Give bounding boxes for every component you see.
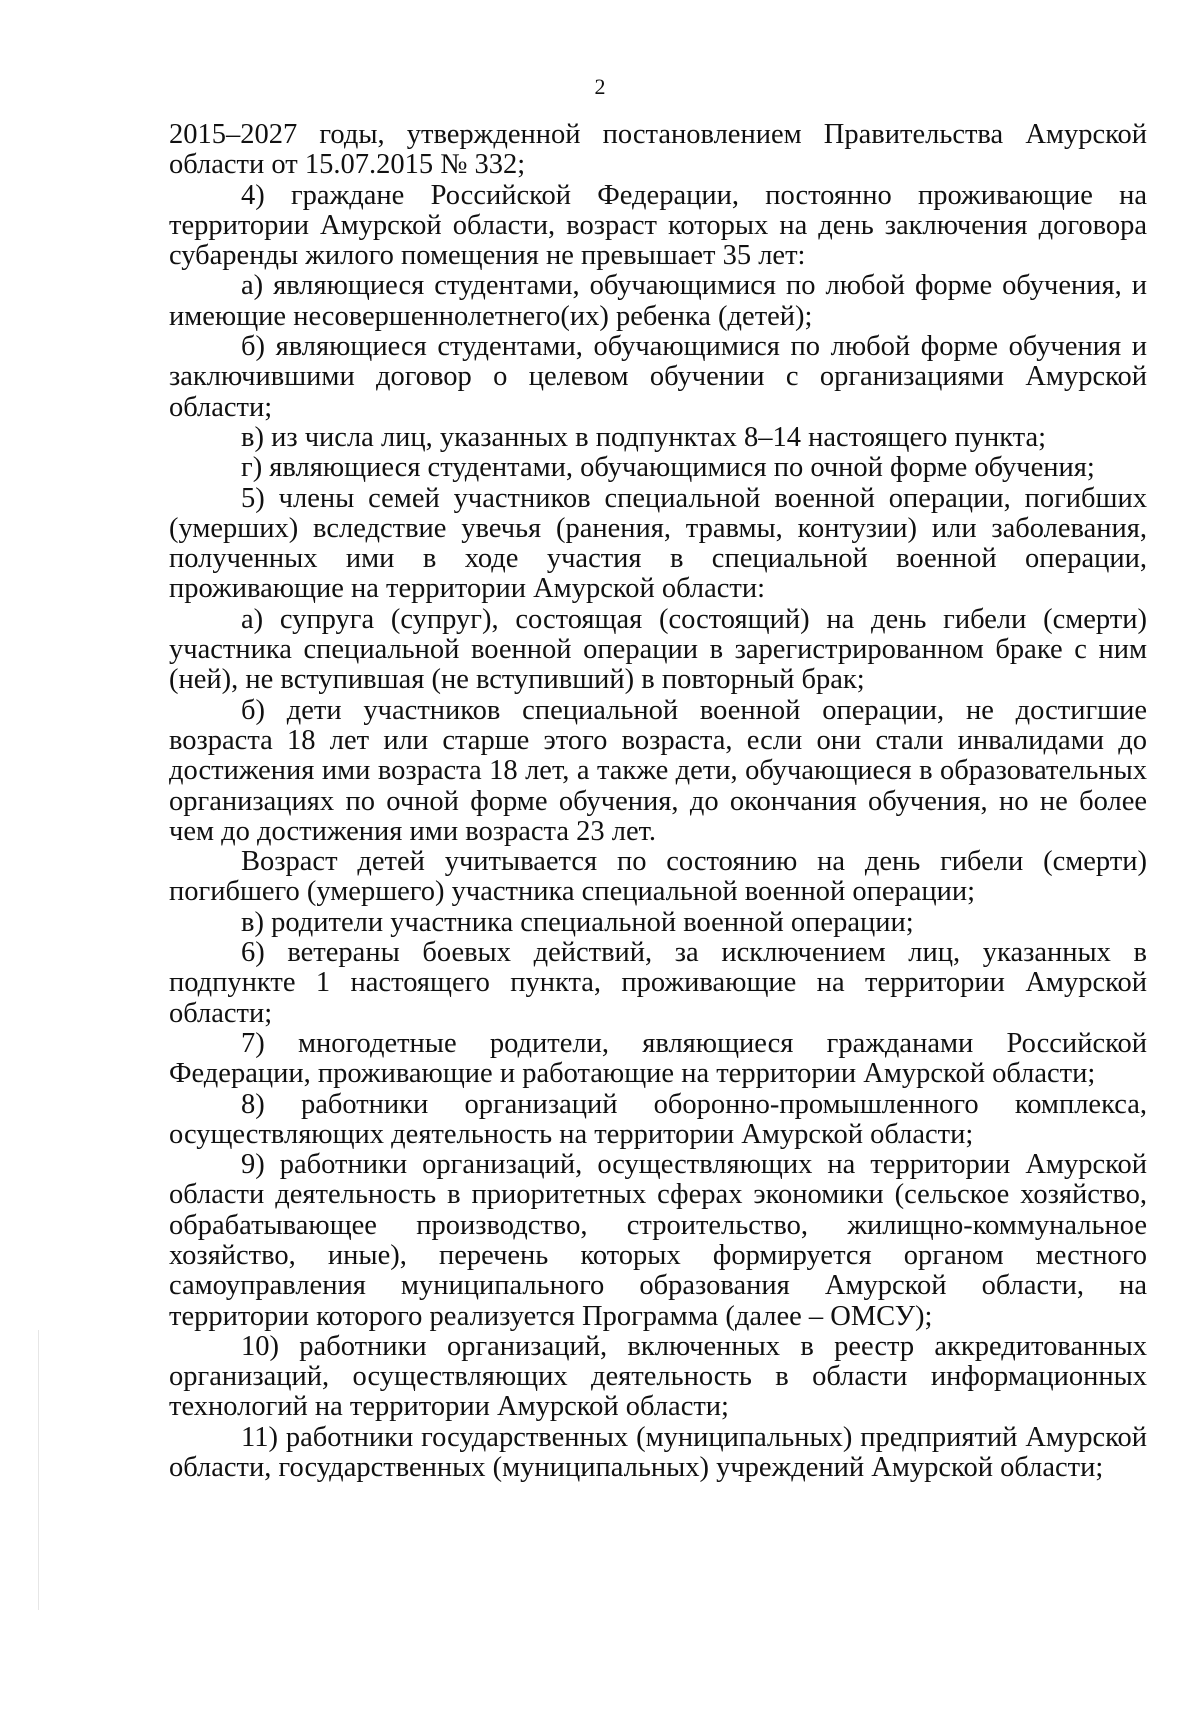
paragraph-item-9: 9) работники организаций, осуществляющих на территории Амурской области деятельность в приоритетных сферах экономики (сельское хозяйство, обрабатывающее производство, строительство, жилищно-коммунальное хозяйство, иные), перечень которых формируется органом местного самоуправления муниципального образования Амурской области, на территории которого реализуется Программа (далее – ОМСУ);: [169, 1149, 1147, 1332]
page-number: 2: [594, 74, 606, 99]
paragraph-item-4: 4) граждане Российской Федерации, постоянно проживающие на территории Амурской области, возраст которых на день заключения договора субаренды жилого помещения не превышает 35 лет:: [169, 179, 1147, 272]
paragraph-item-4g: г) являющиеся студентами, обучающимися по очной форме обучения;: [241, 452, 1095, 484]
paragraph-item-5a: а) супруга (супруг), состоящая (состоящий) на день гибели (смерти) участника специальной военной операции в зарегистрированном браке с ним (ней), не вступившая (не вступивший) в повторный брак;: [169, 603, 1147, 696]
paragraph-item-4b: б) являющиеся студентами, обучающимися по любой форме обучения и заключившими договор о целевом обучении с организациями Амурской области;: [169, 331, 1147, 423]
paragraph-item-4a: а) являющиеся студентами, обучающимися по любой форме обучения, и имеющие несовершеннолетнего(их) ребенка (детей);: [169, 270, 1147, 332]
paragraph-item-5v: в) родители участника специальной военной операции;: [241, 906, 914, 938]
paragraph-item-8: 8) работники организаций оборонно-промышленного комплекса, осуществляющих деятельность на территории Амурской области;: [169, 1088, 1147, 1150]
paragraph-item-11: 11) работники государственных (муниципальных) предприятий Амурской области, государственных (муниципальных) учреждений Амурской области;: [169, 1421, 1147, 1484]
paragraph-item-7: 7) многодетные родители, являющиеся гражданами Российской Федерации, проживающие и работающие на территории Амурской области;: [169, 1027, 1147, 1090]
paragraph-item-5b: б) дети участников специальной военной операции, не достигшие возраста 18 лет или старше этого возраста, если они стали инвалидами до достижения ими возраста 18 лет, а также дети, обучающиеся в образовательных организациях по очной форме обучения, до окончания обучения, но не более чем до достижения ими возраста 23 лет.: [169, 694, 1147, 847]
paragraph-continuation: 2015–2027 годы, утвержденной постановлением Правительства Амурской области от 15.07.2015 № 332;: [169, 119, 1147, 181]
paragraph-item-10: 10) работники организаций, включенных в реестр аккредитованных организаций, осуществляющих деятельность в области информационных технологий на территории Амурской области;: [169, 1330, 1147, 1423]
paragraph-item-5: 5) члены семей участников специальной военной операции, погибших (умерших) вследствие увечья (ранения, травмы, контузии) или заболевания, полученных ими в ходе участия в специальной военной операции, проживающие на территории Амурской области:: [169, 482, 1147, 605]
paragraph-children-age: Возраст детей учитывается по состоянию на день гибели (смерти) погибшего (умершего) участника специальной военной операции;: [169, 846, 1147, 908]
document-body: [169, 120, 1147, 1483]
scan-edge-line: [38, 1330, 39, 1610]
paragraph-item-4v: в) из числа лиц, указанных в подпунктах 8–14 настоящего пункта;: [241, 421, 1047, 453]
paragraph-item-6: 6) ветераны боевых действий, за исключением лиц, указанных в подпункте 1 настоящего пункта, проживающие на территории Амурской области;: [169, 937, 1147, 1029]
